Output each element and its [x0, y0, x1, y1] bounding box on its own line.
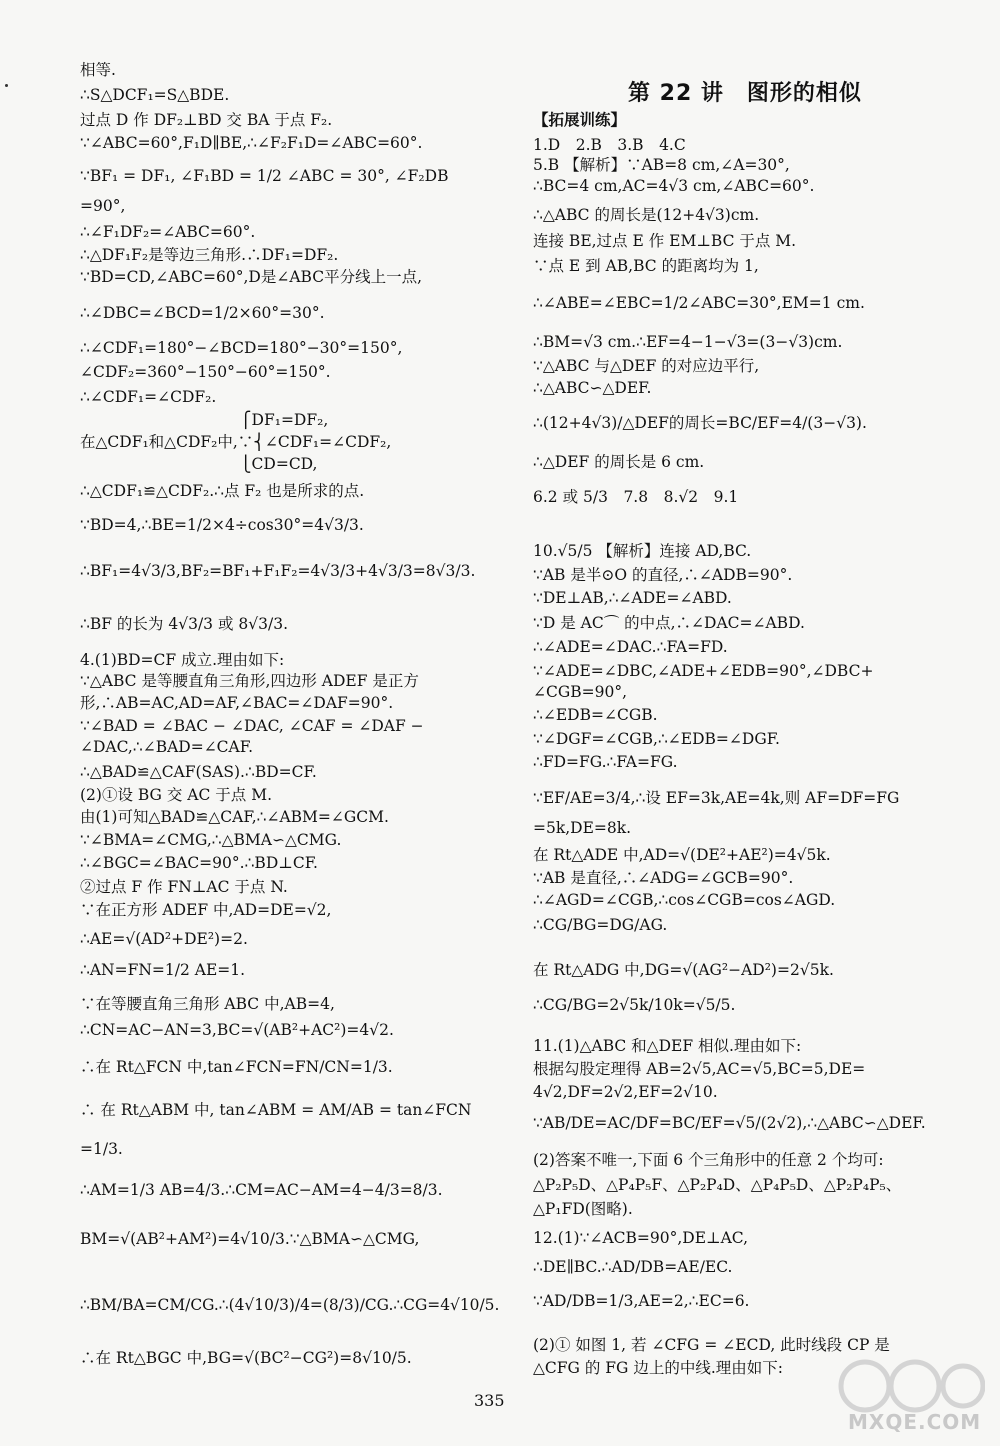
text-line: ∴△DEF 的周长是 6 cm.: [533, 453, 705, 471]
text-line: 在△CDF₁和△CDF₂中,∵⎨∠CDF₁=∠CDF₂,: [80, 433, 392, 451]
text-line: 5.B 【解析】∵AB=8 cm,∠A=30°,: [533, 156, 790, 174]
text-line: ∵BF₁ = DF₁, ∠F₁BD = 1/2 ∠ABC = 30°, ∠F₂DB: [80, 167, 449, 185]
text-line: ②过点 F 作 FN⊥AC 于点 N.: [80, 878, 288, 896]
margin-dot: [5, 84, 8, 87]
text-line: ∵DE⊥AB,∴∠ADE=∠ABD.: [533, 589, 732, 607]
text-line: 相等.: [80, 61, 116, 79]
text-line: ∴BM/BA=CM/CG.∴(4√10/3)/4=(8/3)/CG.∴CG=4√10/5.: [80, 1296, 500, 1314]
text-line: ∵在等腰直角三角形 ABC 中,AB=4,: [80, 995, 335, 1013]
text-line: 连接 BE,过点 E 作 EM⊥BC 于点 M.: [533, 232, 797, 250]
text-line: ∵BD=4,∴BE=1/2×4÷cos30°=4√3/3.: [80, 516, 364, 534]
text-line: ∴(12+4√3)/△DEF的周长=BC/EF=4/(3−√3).: [533, 414, 867, 432]
text-line: ∴FD=FG.∴FA=FG.: [533, 753, 678, 771]
text-line: (2)① 如图 1, 若 ∠CFG = ∠ECD, 此时线段 CP 是: [533, 1336, 890, 1354]
text-line: ∴△ABC∽△DEF.: [533, 379, 652, 397]
text-line: 11.(1)△ABC 和△DEF 相似.理由如下:: [533, 1037, 802, 1055]
page-number: 335: [474, 1391, 505, 1410]
watermark-text: MXQE.COM: [848, 1410, 982, 1434]
text-line: ∴BF 的长为 4√3/3 或 8√3/3.: [80, 615, 289, 633]
text-line: △P₁FD(图略).: [533, 1200, 633, 1218]
text-line: 由(1)可知△BAD≌△CAF,∴∠ABM=∠GCM.: [80, 808, 389, 826]
text-line: ∠DAC,∴∠BAD=∠CAF.: [80, 738, 253, 756]
text-line: =1/3.: [80, 1140, 123, 1158]
text-line: 形,∴AB=AC,AD=AF,∠BAC=∠DAF=90°.: [80, 694, 394, 712]
text-line: ∴在 Rt△FCN 中,tan∠FCN=FN/CN=1/3.: [80, 1058, 393, 1076]
text-line: ∵∠DGF=∠CGB,∴∠EDB=∠DGF.: [533, 730, 780, 748]
text-line: ∴△BAD≌△CAF(SAS).∴BD=CF.: [80, 763, 317, 781]
text-line: ∵D 是 AC⌒ 的中点,∴∠DAC=∠ABD.: [533, 614, 805, 632]
text-line: ∵EF/AE=3/4,∴设 EF=3k,AE=4k,则 AF=DF=FG: [533, 789, 900, 807]
text-line: 1.D 2.B 3.B 4.C: [533, 136, 686, 154]
text-line: 12.(1)∵∠ACB=90°,DE⊥AC,: [533, 1229, 749, 1247]
text-line: ∴BC=4 cm,AC=4√3 cm,∠ABC=60°.: [533, 177, 815, 195]
text-line: 10.√5/5 【解析】连接 AD,BC.: [533, 542, 752, 560]
text-line: (2)答案不唯一,下面 6 个三角形中的任意 2 个均可:: [533, 1151, 884, 1169]
text-line: =90°,: [80, 197, 126, 215]
text-line: ∵∠BMA=∠CMG,∴△BMA∽△CMG.: [80, 831, 342, 849]
text-line: 在 Rt△ADE 中,AD=√(DE²+AE²)=4√5k.: [533, 846, 831, 864]
text-line: =5k,DE=8k.: [533, 819, 632, 837]
text-line: ∴BF₁=4√3/3,BF₂=BF₁+F₁F₂=4√3/3+4√3/3=8√3/3.: [80, 562, 476, 580]
text-line: ∴ 在 Rt△ABM 中, tan∠ABM = AM/AB = tan∠FCN: [80, 1101, 472, 1119]
text-line: ∴△ABC 的周长是(12+4√3)cm.: [533, 206, 760, 224]
text-line: 4√2,DF=2√2,EF=2√10.: [533, 1083, 718, 1101]
text-line: ⎩CD=CD,: [80, 455, 318, 473]
text-line: BM=√(AB²+AM²)=4√10/3.∵△BMA∽△CMG,: [80, 1230, 420, 1248]
text-line: ∵点 E 到 AB,BC 的距离均为 1,: [533, 257, 759, 275]
text-line: ∴CG/BG=DG/AG.: [533, 916, 668, 934]
text-line: ∴CG/BG=2√5k/10k=√5/5.: [533, 996, 736, 1014]
text-line: ∴CN=AC−AN=3,BC=√(AB²+AC²)=4√2.: [80, 1021, 394, 1039]
section-title: 第 22 讲 图形的相似: [628, 81, 862, 106]
text-line: △CFG 的 FG 边上的中线.理由如下:: [533, 1359, 783, 1377]
text-line: ∴∠F₁DF₂=∠ABC=60°.: [80, 223, 256, 241]
text-line: ∵∠ABC=60°,F₁D∥BE,∴∠F₂F₁D=∠ABC=60°.: [80, 134, 423, 152]
text-line: ∴∠ABE=∠EBC=1/2∠ABC=30°,EM=1 cm.: [533, 294, 865, 312]
text-line: ∴AN=FN=1/2 AE=1.: [80, 961, 246, 979]
text-line: ∴BM=√3 cm.∴EF=4−1−√3=(3−√3)cm.: [533, 333, 843, 351]
text-line: ∵AB 是半⊙O 的直径,∴∠ADB=90°.: [533, 566, 793, 584]
text-line: ∠CDF₂=360°−150°−60°=150°.: [80, 363, 331, 381]
text-line: ∵AB/DE=AC/DF=BC/EF=√5/(2√2),∴△ABC∽△DEF.: [533, 1114, 926, 1132]
text-line: ∠CGB=90°,: [533, 683, 628, 701]
text-line: ∵BD=CD,∠ABC=60°,D是∠ABC平分线上一点,: [80, 268, 423, 286]
text-line: ∴△DF₁F₂是等边三角形.∴DF₁=DF₂.: [80, 246, 339, 264]
text-line: ∴△CDF₁≌△CDF₂.∴点 F₂ 也是所求的点.: [80, 482, 365, 500]
text-line: ⎧DF₁=DF₂,: [80, 411, 329, 429]
text-line: ∴S△DCF₁=S△BDE.: [80, 86, 230, 104]
text-line: 根据勾股定理得 AB=2√5,AC=√5,BC=5,DE=: [533, 1060, 866, 1078]
text-line: (2)①设 BG 交 AC 于点 M.: [80, 786, 273, 804]
text-line: ∵AB 是直径,∴∠ADG=∠GCB=90°.: [533, 869, 794, 887]
text-line: ∵△ABC 与△DEF 的对应边平行,: [533, 357, 760, 375]
text-line: 6.2 或 5/3 7.8 8.√2 9.1: [533, 488, 739, 506]
text-line: ∴AE=√(AD²+DE²)=2.: [80, 930, 248, 948]
text-line: ∴AM=1/3 AB=4/3.∴CM=AC−AM=4−4/3=8/3.: [80, 1181, 443, 1199]
text-line: 4.(1)BD=CF 成立.理由如下:: [80, 651, 285, 669]
text-line: 【拓展训练】: [533, 110, 627, 129]
text-line: ∵AD/DB=1/3,AE=2,∴EC=6.: [533, 1292, 750, 1310]
text-line: 过点 D 作 DF₂⊥BD 交 BA 于点 F₂.: [80, 111, 333, 129]
text-line: ∴在 Rt△BGC 中,BG=√(BC²−CG²)=8√10/5.: [80, 1349, 412, 1367]
text-line: ∴∠CDF₁=180°−∠BCD=180°−30°=150°,: [80, 339, 403, 357]
text-line: ∴DE∥BC.∴AD/DB=AE/EC.: [533, 1258, 733, 1276]
text-line: ∵△ABC 是等腰直角三角形,四边形 ADEF 是正方: [80, 672, 419, 690]
text-line: △P₂P₅D、△P₄P₅F、△P₂P₄D、△P₄P₅D、△P₂P₄P₅、: [533, 1176, 902, 1194]
text-line: ∴∠CDF₁=∠CDF₂.: [80, 388, 217, 406]
text-line: ∴∠EDB=∠CGB.: [533, 706, 658, 724]
text-line: ∵∠BAD = ∠BAC − ∠DAC, ∠CAF = ∠DAF −: [80, 717, 424, 735]
text-line: ∴∠BGC=∠BAC=90°.∴BD⊥CF.: [80, 854, 318, 872]
text-line: ∴∠ADE=∠DAC.∴FA=FD.: [533, 638, 728, 656]
text-line: ∴∠AGD=∠CGB,∴cos∠CGB=cos∠AGD.: [533, 891, 836, 909]
text-line: ∵在正方形 ADEF 中,AD=DE=√2,: [80, 901, 332, 919]
text-line: ∴∠DBC=∠BCD=1/2×60°=30°.: [80, 304, 325, 322]
text-line: ∵∠ADE=∠DBC,∠ADE+∠EDB=90°,∠DBC+: [533, 662, 874, 680]
text-line: 在 Rt△ADG 中,DG=√(AG²−AD²)=2√5k.: [533, 961, 834, 979]
